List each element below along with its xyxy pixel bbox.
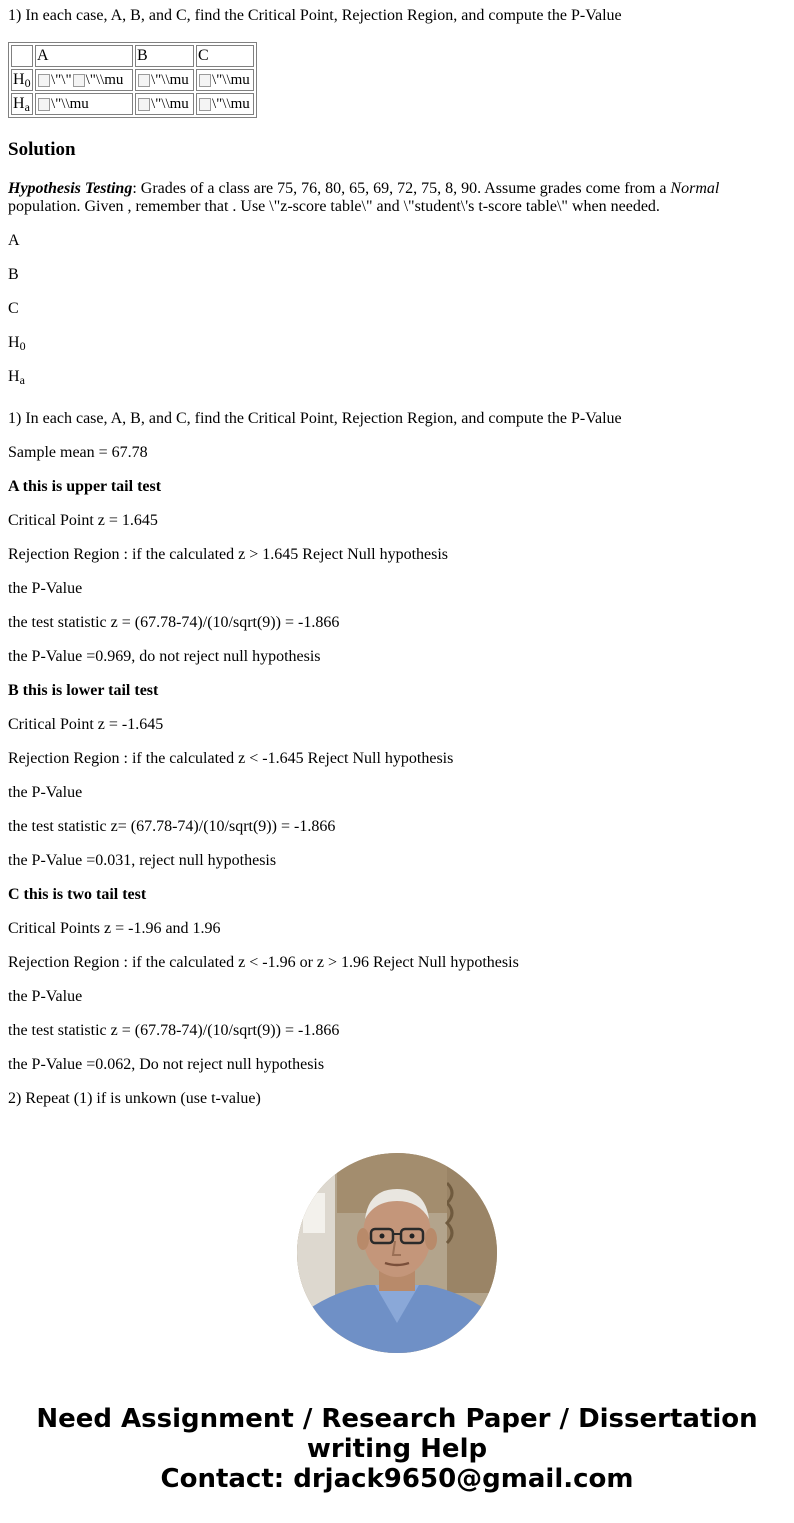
- label-c: C: [8, 300, 19, 317]
- table-cell: [35, 69, 133, 91]
- label-ha: $H_a$: [8, 368, 25, 387]
- case-c-statistic: the test statistic z = (67.78-74)/(10/sqrt(9)) = -1.866: [8, 1022, 340, 1039]
- footer-line-2: writing Help: [306, 1434, 488, 1464]
- broken-image-icon: \"\\mu: [137, 71, 189, 89]
- case-a-critical: Critical Point z = 1.645: [8, 512, 158, 529]
- table-cell: [135, 69, 194, 91]
- footer-line-1: Need Assignment / Research Paper / Dissertation: [36, 1404, 758, 1434]
- intro-normal: Normal: [670, 180, 720, 197]
- case-a-statistic: the test statistic z = (67.78-74)/(10/sqrt(9)) = -1.866: [8, 614, 340, 631]
- question-1-repeat: 1) In each case, A, B, and C, find the Critical Point, Rejection Region, and compute the P-Value: [8, 410, 622, 427]
- broken-image-icon: \"\\mu: [37, 95, 89, 113]
- case-c-result: the P-Value =0.062, Do not reject null hypothesis: [8, 1056, 325, 1073]
- broken-image-icon: \"\\mu: [198, 71, 250, 89]
- table-header-cell: B: [135, 45, 194, 67]
- table-row: [11, 69, 254, 91]
- case-b-pvalue-label: the P-Value: [8, 784, 83, 801]
- label-b: B: [8, 266, 19, 283]
- footer-contact: Contact: drjack9650@gmail.com: [160, 1464, 634, 1494]
- case-c-rejection: Rejection Region : if the calculated z < -1.96 or z > 1.96 Reject Null hypothesis: [8, 954, 519, 971]
- table-header-row: [11, 45, 254, 67]
- row-label-ha: $H_a$: [11, 93, 33, 115]
- sample-mean: Sample mean = 67.78: [8, 444, 148, 461]
- label-a: A: [8, 232, 20, 249]
- case-a-rejection: Rejection Region : if the calculated z > 1.645 Reject Null hypothesis: [8, 546, 449, 563]
- hypotheses-table: [8, 42, 257, 118]
- footer-banner: [0, 1404, 794, 1494]
- question-2-text: 2) Repeat (1) if is unkown (use t-value): [8, 1090, 261, 1107]
- case-a-title: A this is upper tail test: [8, 478, 162, 495]
- broken-image-icon: \"\\mu: [72, 71, 124, 89]
- broken-image-icon: \"\\mu: [198, 95, 250, 113]
- case-b-statistic: the test statistic z= (67.78-74)/(10/sqrt(9)) = -1.866: [8, 818, 336, 835]
- broken-image-icon: \"\\mu: [137, 95, 189, 113]
- case-a-result: the P-Value =0.969, do not reject null hypothesis: [8, 648, 321, 665]
- solution-heading: Solution: [8, 139, 76, 160]
- case-b-critical: Critical Point z = -1.645: [8, 716, 164, 733]
- case-c-critical: Critical Points z = -1.96 and 1.96: [8, 920, 221, 937]
- table-header-cell: [11, 45, 33, 67]
- table-cell: [135, 93, 194, 115]
- table-cell: [196, 69, 254, 91]
- table-header-cell: A: [35, 45, 133, 67]
- author-avatar: [297, 1153, 497, 1353]
- case-a-pvalue-label: the P-Value: [8, 580, 83, 597]
- table-cell: [196, 93, 254, 115]
- case-b-title: B this is lower tail test: [8, 682, 159, 699]
- case-c-pvalue-label: the P-Value: [8, 988, 83, 1005]
- intro-paragraph: Hypothesis Testing: Grades of a class are 75, 76, 80, 65, 69, 72, 75, 8, 90. Assume grades come from a Normal population. Given , remember that . Use \"z-score table\" and \"student\'s t-score table\" when needed.: [8, 180, 720, 215]
- case-c-title: C this is two tail test: [8, 886, 147, 903]
- case-b-result: the P-Value =0.031, reject null hypothesis: [8, 852, 277, 869]
- author-portrait-icon: [297, 1153, 497, 1353]
- table-header-cell: C: [196, 45, 254, 67]
- case-b-rejection: Rejection Region : if the calculated z < -1.645 Reject Null hypothesis: [8, 750, 454, 767]
- intro-term: Hypothesis Testing: [8, 180, 133, 197]
- question-1-text: 1) In each case, A, B, and C, find the Critical Point, Rejection Region, and compute the P-Value: [8, 7, 622, 24]
- table-row: [11, 93, 254, 115]
- table-cell: [35, 93, 133, 115]
- label-h0: $H_0$: [8, 334, 26, 353]
- row-label-h0: $H_0$: [11, 69, 33, 91]
- broken-image-icon: \"\": [37, 71, 72, 89]
